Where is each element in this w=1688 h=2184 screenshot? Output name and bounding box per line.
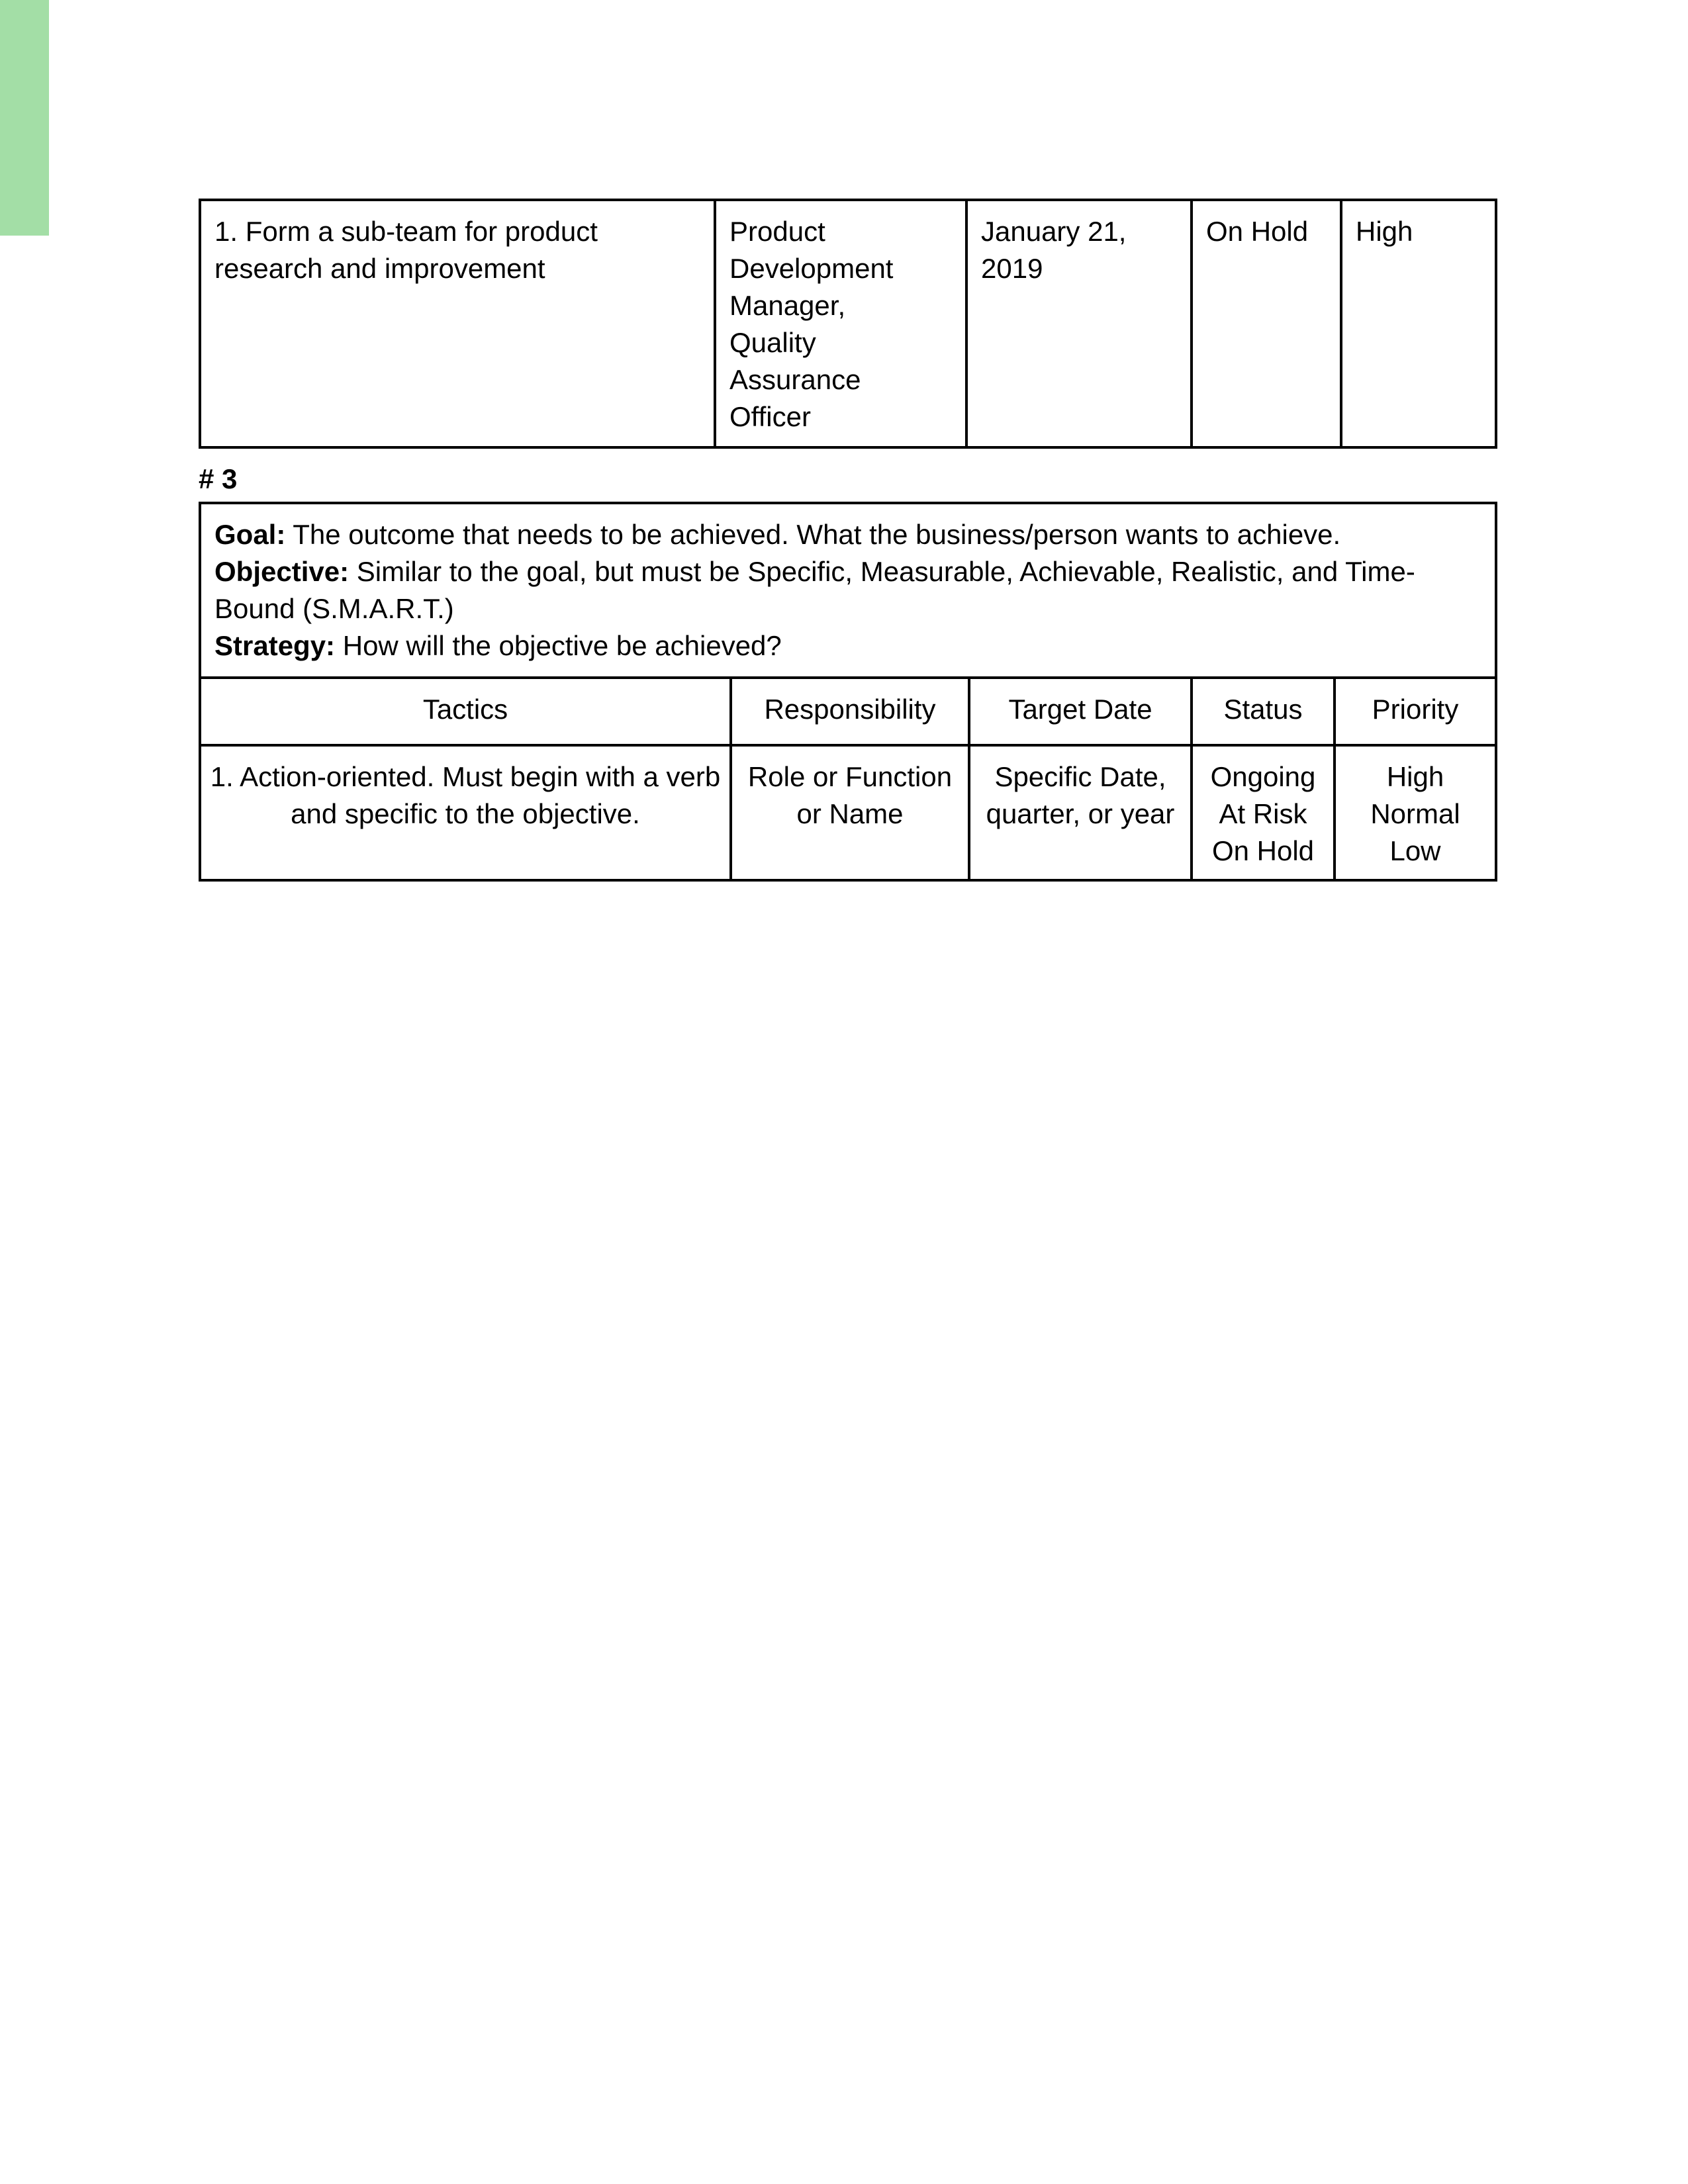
- goal-label: Goal:: [214, 519, 286, 550]
- responsibility-line: Manager,: [729, 290, 846, 321]
- priority-cell: [1341, 200, 1496, 447]
- priority-cell: [1335, 745, 1496, 880]
- status-cell: [1192, 200, 1341, 447]
- priority-option: Low: [1389, 835, 1441, 866]
- tactic-text: 1. Form a sub-team for product research and improvement: [214, 216, 598, 284]
- goal-definition: [214, 516, 1481, 553]
- target-date-text: Specific Date, quarter, or year: [986, 761, 1175, 829]
- priority-option: High: [1386, 761, 1444, 792]
- target-date-line: January 21,: [981, 216, 1127, 247]
- target-date-cell: [966, 200, 1192, 447]
- table-row: [200, 200, 1496, 447]
- strategy-text: How will the objective be achieved?: [335, 630, 782, 661]
- priority-text: High: [1356, 216, 1413, 247]
- target-date-line: 2019: [981, 253, 1043, 284]
- responsibility-line: Development: [729, 253, 894, 284]
- status-option: On Hold: [1211, 835, 1315, 866]
- objective-text: Similar to the goal, but must be Specific, Measurable, Achievable, Realistic, and Time-Bound (S.M.A.R.T.): [214, 556, 1415, 624]
- column-header-priority: Priority: [1335, 678, 1496, 745]
- status-text: On Hold: [1206, 216, 1309, 247]
- table-row: [200, 745, 1496, 880]
- responsibility-cell: [731, 745, 969, 880]
- column-header-row: [200, 678, 1496, 745]
- column-header-responsibility: Responsibility: [731, 678, 969, 745]
- objective-definition: [214, 553, 1481, 627]
- tactic-cell: [200, 745, 731, 880]
- definitions-cell: [200, 503, 1496, 678]
- green-side-tab: [0, 0, 49, 236]
- responsibility-cell: [715, 200, 966, 447]
- tactics-table-section-3: [199, 502, 1497, 882]
- tactics-table-section-2: [199, 199, 1497, 449]
- objective-label: Objective:: [214, 556, 350, 587]
- responsibility-text: Role or Function or Name: [747, 761, 953, 829]
- responsibility-line: Officer: [729, 401, 811, 432]
- target-date-cell: [969, 745, 1192, 880]
- status-cell: [1192, 745, 1335, 880]
- responsibility-line: Product: [729, 216, 825, 247]
- definitions-row: [200, 503, 1496, 678]
- strategy-label: Strategy:: [214, 630, 336, 661]
- section-heading: # 3: [199, 463, 238, 494]
- priority-option: Normal: [1370, 798, 1460, 829]
- tactic-text: 1. Action-oriented. Must begin with a verb and specific to the objective.: [210, 761, 721, 829]
- strategy-definition: [214, 627, 1481, 664]
- status-option: Ongoing: [1210, 761, 1316, 792]
- responsibility-line: Quality Assurance: [729, 327, 861, 395]
- column-header-target-date: Target Date: [969, 678, 1192, 745]
- column-header-tactics: Tactics: [200, 678, 731, 745]
- column-header-status: Status: [1192, 678, 1335, 745]
- goal-text: The outcome that needs to be achieved. What the business/person wants to achieve.: [285, 519, 1341, 550]
- status-option: At Risk: [1219, 798, 1307, 829]
- tactic-cell: [200, 200, 715, 447]
